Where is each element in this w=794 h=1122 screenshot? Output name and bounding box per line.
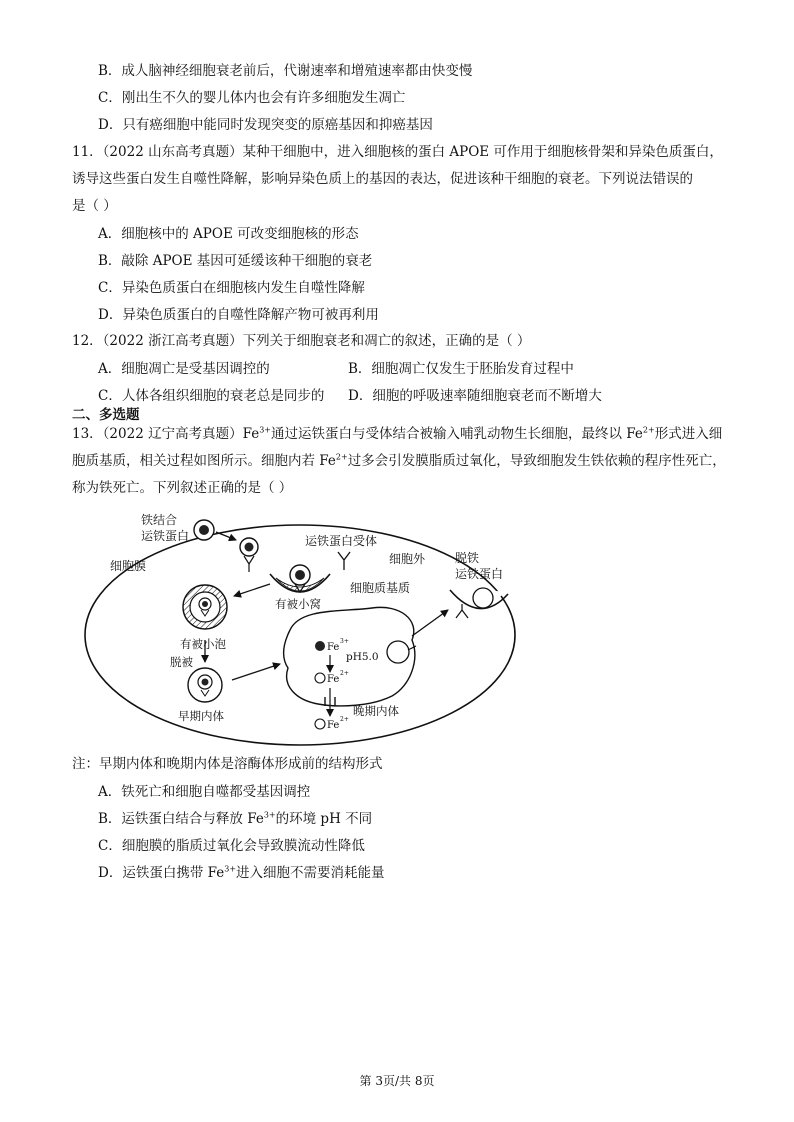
svg-text:Fe: Fe <box>327 674 340 685</box>
q13-note: 注：早期内体和晚期内体是溶酶体形成前的结构形式 <box>72 756 383 772</box>
label-outside: 细胞外 <box>389 552 426 566</box>
label-coated-pit: 有被小窝 <box>275 597 321 611</box>
label-apo-transferrin-2: 运铁蛋白 <box>455 567 504 581</box>
label-early-endosome: 早期内体 <box>178 709 224 723</box>
transferrin-receptor <box>338 552 350 570</box>
apo-transferrin <box>473 588 493 608</box>
q13-stem-line1: 13．（2022 辽宁高考真题）$Fe^{3+}$通过运铁蛋白与受体结合被输入哺乳动物生长细胞，最终以 $Fe^{2+}$形式进入细 <box>72 425 723 442</box>
q12-stem: 12．（2022 浙江高考真题）下列关于细胞衰老和凋亡的叙述，正确的是（ ） <box>72 333 531 349</box>
q12-option-d: D．细胞的呼吸速率随细胞衰老而不断增大 <box>348 388 602 404</box>
q11-option-b: B．敲除 APOE 基因可延缓该种干细胞的衰老 <box>98 253 373 269</box>
label-membrane: 细胞膜 <box>110 559 147 573</box>
q13-option-a: A．铁死亡和细胞自噬都受基因调控 <box>98 784 311 800</box>
q11-stem-line2: 诱导这些蛋白发生自噬性降解，影响异染色质上的基因的表达，促进该种干细胞的衰老。下列说法错误的 <box>72 171 693 187</box>
label-late-endosome: 晚期内体 <box>353 704 399 718</box>
label-iron-binding-transferrin-1: 铁结合 <box>141 513 178 527</box>
q13-option-c: C．细胞膜的脂质过氧化会导致膜流动性降低 <box>98 838 365 854</box>
recycling-vesicle <box>387 641 409 663</box>
q11-stem-line1: 11．（2022 山东高考真题）某种干细胞中，进入细胞核的蛋白 APOE 可作用于细胞核骨架和异染色质蛋白， <box>72 144 723 160</box>
q11-option-d: D．异染色质蛋白的自噬性降解产物可被再利用 <box>98 307 379 323</box>
label-apo-transferrin-1: 脱铁 <box>455 551 480 565</box>
q10-option-c: C．刚出生不久的婴儿体内也会有许多细胞发生凋亡 <box>98 90 406 106</box>
page-number-footer: 第 3页/共 8页 <box>359 1074 435 1088</box>
svg-text:2+: 2+ <box>340 670 349 677</box>
q11-option-c: C．异染色质蛋白在细胞核内发生自噬性降解 <box>98 280 365 296</box>
label-receptor: 运铁蛋白受体 <box>305 534 378 548</box>
label-coated-vesicle: 有被小泡 <box>180 637 226 651</box>
label-uncoating: 脱被 <box>170 655 193 669</box>
label-iron-binding-transferrin-2: 运铁蛋白 <box>141 529 190 543</box>
q12-option-a: A．细胞凋亡是受基因调控的 <box>98 361 270 377</box>
svg-text:2+: 2+ <box>340 716 349 723</box>
q13-stem-line2: 胞质基质，相关过程如图所示。细胞内若 $Fe^{2+}$过多会引发膜脂质过氧化，导致细胞发生铁依赖的程序性死亡， <box>72 452 726 469</box>
label-cytosol: 细胞质基质 <box>350 581 411 595</box>
q13-option-b: B．运铁蛋白结合与释放 $Fe^{3+}$的环境 pH 不同 <box>98 810 373 827</box>
q10-option-b: B．成人脑神经细胞衰老前后，代谢速率和增殖速率都由快变慢 <box>98 63 473 79</box>
iron-uptake-diagram <box>0 500 794 750</box>
section-heading-multiple-choice: 二、多选题 <box>72 407 140 423</box>
q12-option-c: C．人体各组织细胞的衰老总是同步的 <box>98 388 325 404</box>
q12-option-b: B．细胞凋亡仅发生于胚胎发育过程中 <box>348 361 574 377</box>
q13-option-d: D．运铁蛋白携带 $Fe^{3+}$进入细胞不需要消耗能量 <box>98 864 385 881</box>
svg-text:3+: 3+ <box>340 638 349 645</box>
q13-stem-line3: 称为铁死亡。下列叙述正确的是（ ） <box>72 480 293 496</box>
q10-option-d: D．只有癌细胞中能同时发现突变的原癌基因和抑癌基因 <box>98 117 433 133</box>
svg-text:pH5.0: pH5.0 <box>346 651 379 663</box>
q11-option-a: A．细胞核中的 APOE 可改变细胞核的形态 <box>98 226 359 242</box>
svg-text:Fe: Fe <box>327 642 340 653</box>
q11-stem-line3: 是（ ） <box>72 198 117 214</box>
svg-text:Fe: Fe <box>327 720 340 731</box>
